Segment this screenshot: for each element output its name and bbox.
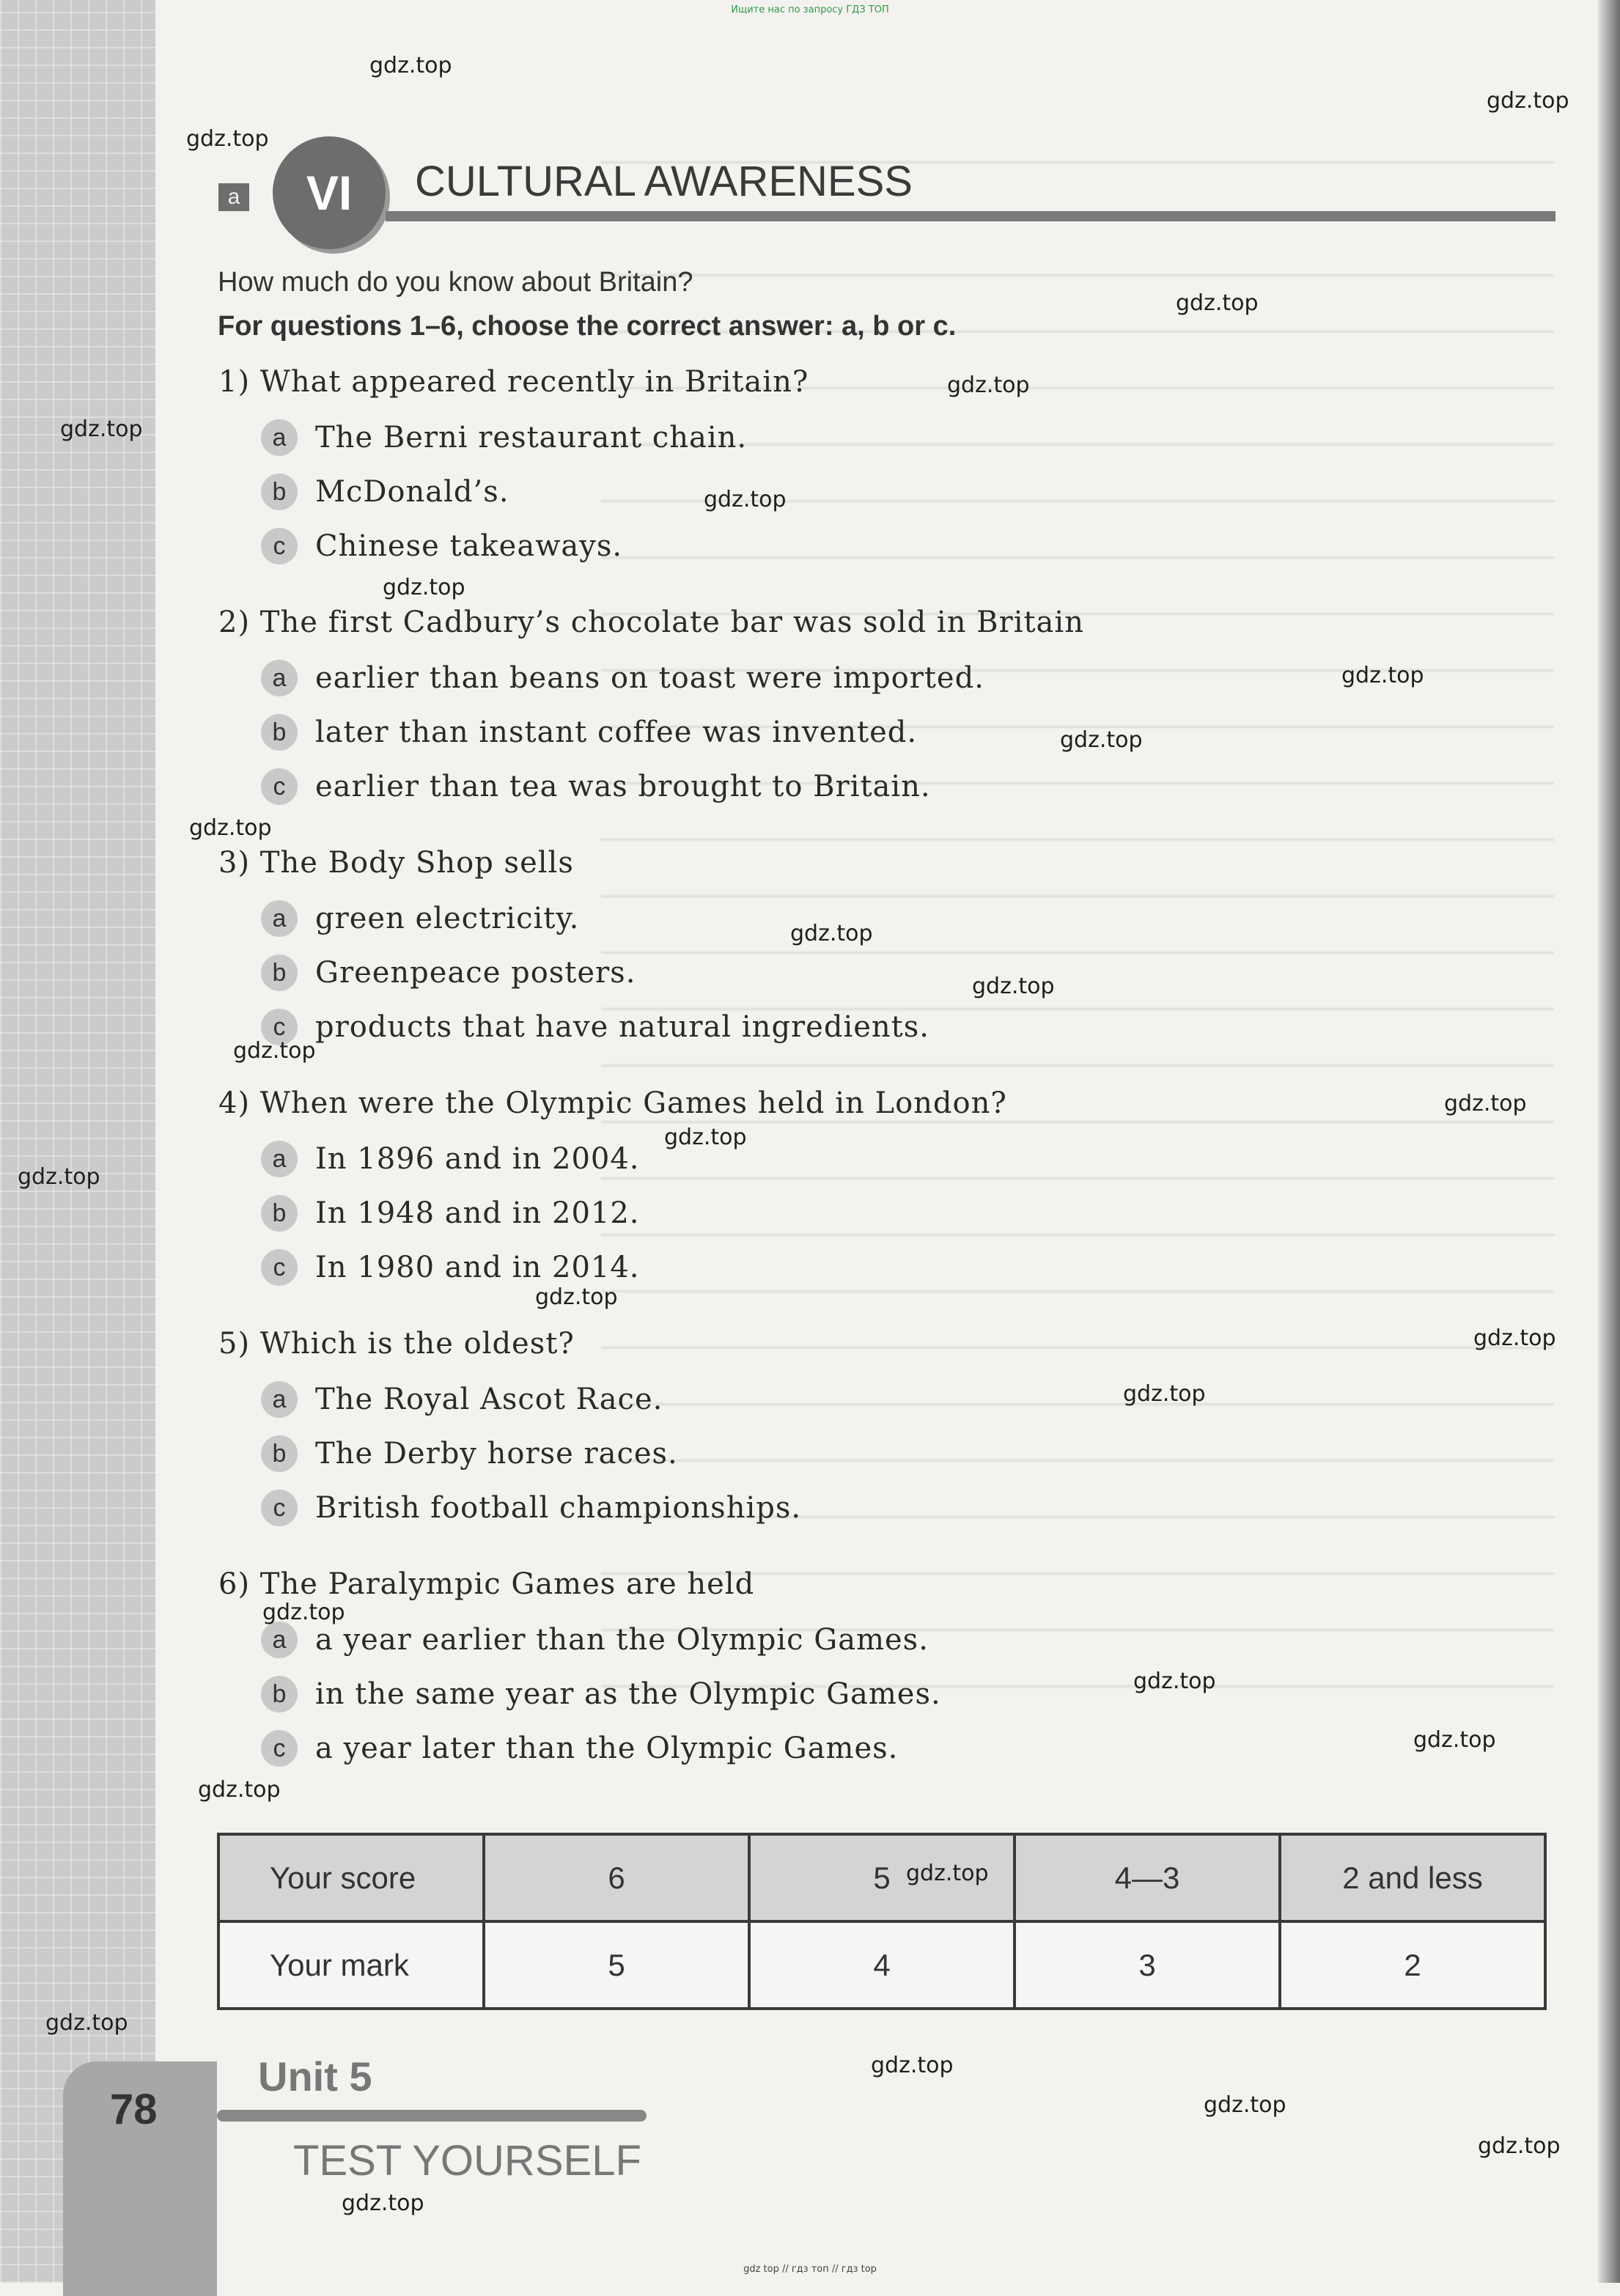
option-letter-badge: b <box>261 1676 298 1712</box>
score-row <box>218 1834 1545 1921</box>
watermark: gdz.top <box>1487 88 1569 114</box>
watermark: gdz.top <box>790 921 873 946</box>
score-cell: 4—3 <box>1015 1834 1280 1921</box>
unit-label: Unit 5 <box>258 2053 372 2100</box>
option-letter-badge: a <box>261 419 298 456</box>
watermark: gdz.top <box>342 2190 424 2216</box>
title-underline-bar <box>386 211 1555 221</box>
watermark: gdz.top <box>704 487 787 512</box>
score-cell: 5 <box>749 1834 1015 1921</box>
mark-row <box>218 1921 1545 2009</box>
option-text: The Royal Ascot Race. <box>315 1383 663 1416</box>
watermark: gdz.top <box>233 1038 316 1064</box>
watermark: gdz.top <box>1133 1668 1216 1694</box>
watermark: gdz.top <box>198 1777 281 1803</box>
watermark: gdz.top <box>947 372 1030 398</box>
option-letter-badge: a <box>261 1622 298 1658</box>
option-text: The Berni restaurant chain. <box>315 421 748 455</box>
option-text: earlier than beans on toast were imported. <box>315 661 984 695</box>
page-number: 78 <box>110 2086 158 2133</box>
question-2: 2) The first Cadbury’s chocolate bar was sold in Britain <box>218 606 1084 639</box>
bleed-through-text <box>601 110 1554 1723</box>
option-text: a year earlier than the Olympic Games. <box>315 1623 929 1657</box>
option-letter-badge: b <box>261 954 298 991</box>
mark-cell: 5 <box>484 1921 749 2009</box>
watermark: gdz.top <box>60 416 143 442</box>
section-title: CULTURAL AWARENESS <box>415 158 913 205</box>
watermark: gdz.top <box>906 1861 989 1886</box>
watermark: gdz.top <box>1478 2133 1561 2159</box>
watermark: gdz.top <box>45 2010 128 2036</box>
option-text: McDonald’s. <box>315 475 509 509</box>
option-text: a year later than the Olympic Games. <box>315 1732 899 1765</box>
option-letter-badge: c <box>261 1730 298 1767</box>
option-text: Greenpeace posters. <box>315 956 636 990</box>
watermark: gdz.top <box>1176 290 1259 316</box>
watermark: gdz.top <box>186 126 269 152</box>
watermark: gdz.top <box>1060 727 1143 753</box>
watermark: gdz.top <box>1341 663 1424 688</box>
option-letter-badge: c <box>261 528 298 564</box>
option-text: in the same year as the Olympic Games. <box>315 1677 941 1711</box>
unit-divider-bar <box>217 2110 647 2122</box>
watermark: gdz.top <box>871 2053 954 2078</box>
question-3: 3) The Body Shop sells <box>218 846 574 880</box>
watermark: gdz.top <box>1473 1325 1556 1351</box>
page-binding-shadow <box>1598 0 1620 2283</box>
section-intro: How much do you know about Britain? <box>218 267 693 298</box>
option-letter-badge: c <box>261 768 298 805</box>
option-letter-badge: c <box>261 1490 298 1526</box>
option-text: The Derby horse races. <box>315 1437 678 1471</box>
mark-cell: 3 <box>1015 1921 1280 2009</box>
option-letter-badge: b <box>261 1435 298 1472</box>
option-text: Chinese takeaways. <box>315 529 623 563</box>
section-instruction: For questions 1–6, choose the correct answer: a, b or c. <box>218 311 957 342</box>
watermark: gdz.top <box>383 575 465 600</box>
option-text: In 1980 and in 2014. <box>315 1251 640 1284</box>
watermark: gdz.top <box>1204 2092 1286 2118</box>
watermark: gdz.top <box>369 53 452 78</box>
option-text: British football championships. <box>315 1491 802 1525</box>
question-1: 1) What appeared recently in Britain? <box>218 365 809 399</box>
score-cell: 2 and less <box>1280 1834 1545 1921</box>
mark-row-header: Your mark <box>218 1921 484 2009</box>
score-cell: 6 <box>484 1834 749 1921</box>
top-site-note: Ищите нас по запросу ГДЗ ТОП <box>731 4 889 15</box>
question-6: 6) The Paralympic Games are held <box>218 1567 755 1601</box>
watermark: gdz.top <box>972 974 1055 999</box>
option-letter-badge: a <box>261 900 298 937</box>
section-number-badge: VI <box>273 136 386 249</box>
watermark: gdz.top <box>535 1284 618 1310</box>
option-letter-badge: a <box>261 1141 298 1177</box>
mark-cell: 2 <box>1280 1921 1545 2009</box>
unit-subtitle: TEST YOURSELF <box>293 2137 641 2185</box>
watermark: gdz.top <box>1123 1381 1206 1407</box>
page-margin-pattern <box>0 0 155 2283</box>
mark-cell: 4 <box>749 1921 1015 2009</box>
score-table <box>217 1833 1547 2010</box>
watermark: gdz.top <box>1413 1727 1496 1753</box>
watermark: gdz.top <box>1444 1091 1527 1116</box>
bottom-site-note: gdz top // гдз топ // гдз top <box>743 2264 877 2275</box>
option-letter-badge: b <box>261 714 298 751</box>
question-5: 5) Which is the oldest? <box>218 1327 575 1361</box>
watermark: gdz.top <box>262 1600 345 1625</box>
option-letter-badge: b <box>261 1195 298 1232</box>
option-letter-badge: c <box>261 1249 298 1286</box>
score-row-header: Your score <box>218 1834 484 1921</box>
option-text: In 1896 and in 2004. <box>315 1142 640 1176</box>
option-letter-badge: a <box>261 1381 298 1418</box>
watermark: gdz.top <box>18 1164 100 1190</box>
option-text: products that have natural ingredients. <box>315 1010 929 1044</box>
audio-exercise-icon: a <box>218 183 249 211</box>
watermark: gdz.top <box>664 1125 747 1150</box>
option-text: later than instant coffee was invented. <box>315 715 918 749</box>
option-text: In 1948 and in 2012. <box>315 1196 640 1230</box>
option-text: earlier than tea was brought to Britain. <box>315 770 931 803</box>
watermark: gdz.top <box>189 815 272 841</box>
option-text: green electricity. <box>315 902 580 935</box>
option-letter-badge: b <box>261 474 298 510</box>
question-4: 4) When were the Olympic Games held in London? <box>218 1086 1007 1120</box>
option-letter-badge: a <box>261 660 298 696</box>
option-letter-badge: c <box>261 1009 298 1045</box>
